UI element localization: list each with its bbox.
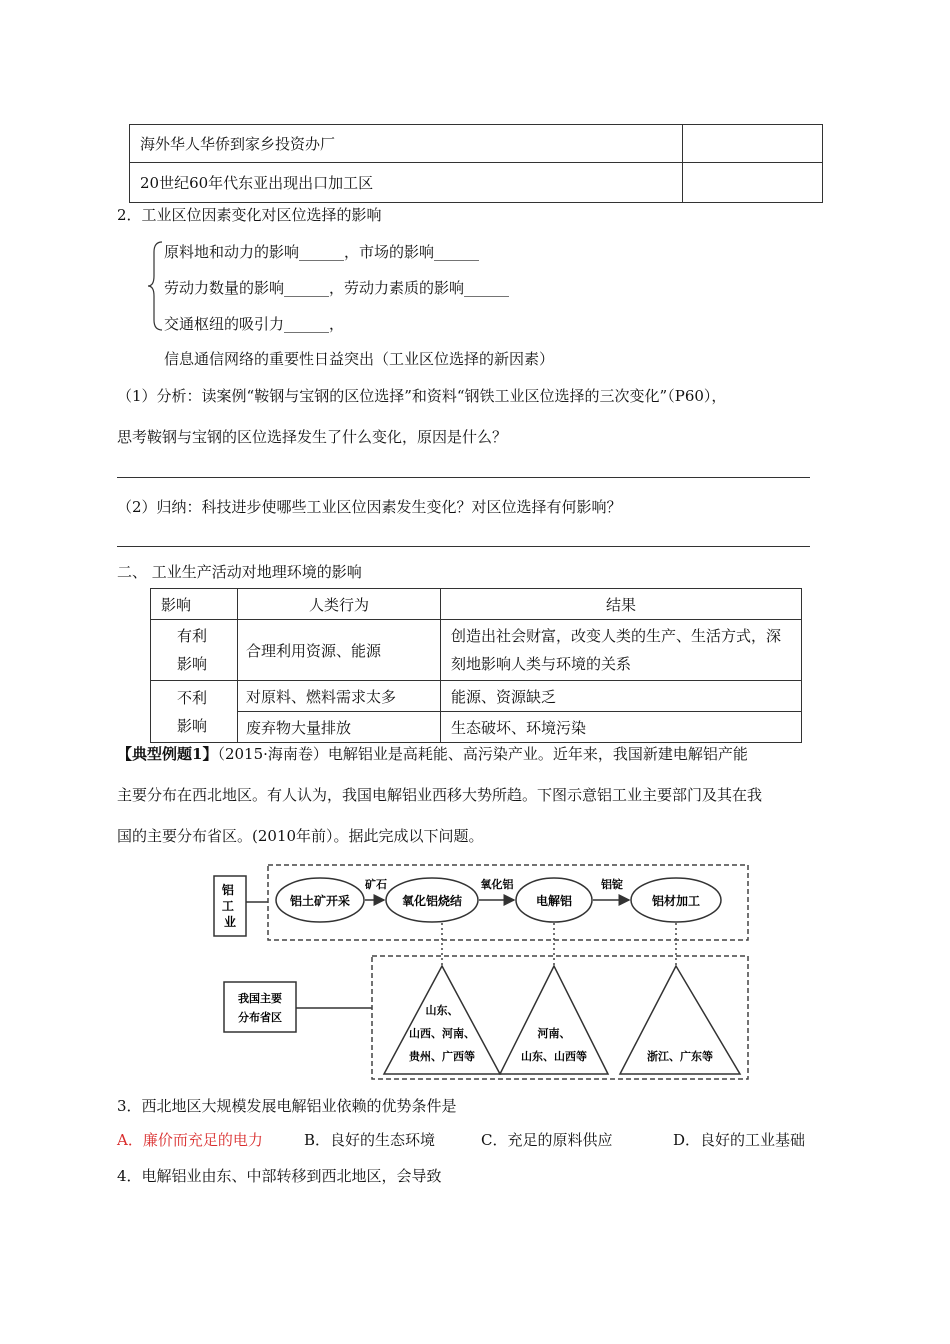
stage-label: 铝土矿开采 <box>289 894 351 908</box>
province-text: 山西、河南、 <box>409 1027 475 1040</box>
result-cell: 能源、资源缺乏 <box>441 681 802 712</box>
answer-line[interactable] <box>117 546 810 547</box>
option-b[interactable]: B．良好的生态环境 <box>304 1131 436 1149</box>
question-4-stem: 4．电解铝业由东、中部转移到西北地区，会导致 <box>117 1167 442 1185</box>
example-line-1: 【典型例题1】（2015·海南卷）电解铝业是高耗能、高污染产业。近年来，我国新建电解铝产能 <box>117 745 748 763</box>
action-cell: 合理利用资源、能源 <box>238 620 441 681</box>
province-text: 山东、 <box>425 1004 459 1017</box>
option-a[interactable]: A．廉价而充足的电力 <box>117 1131 263 1149</box>
province-text: 河南、 <box>537 1027 571 1040</box>
header-cell: 人类行为 <box>238 589 441 620</box>
option-d[interactable]: D．良好的工业基础 <box>673 1131 806 1149</box>
question-1b: 思考鞍钢与宝钢的区位选择发生了什么变化，原因是什么？ <box>117 428 508 446</box>
table-cell: 20世纪60年代东亚出现出口加工区 <box>130 163 683 203</box>
table-row <box>151 681 802 712</box>
provinces-label-2: 分布省区 <box>238 1011 282 1024</box>
stage-label: 电解铝 <box>535 894 573 908</box>
example-tag: 【典型例题1】 <box>117 745 218 763</box>
province-text: 浙江、广东等 <box>647 1050 713 1063</box>
impact-table <box>150 588 802 743</box>
factor-line-2: 劳动力数量的影响______，劳动力素质的影响______ <box>164 279 510 297</box>
section-heading: 二、 工业生产活动对地理环境的影响 <box>117 563 362 581</box>
provinces-label-box <box>224 982 296 1032</box>
table-cell: 海外华人华侨到家乡投资办厂 <box>130 125 683 163</box>
header-cell: 结果 <box>441 589 802 620</box>
province-text: 贵州、广西等 <box>409 1050 475 1063</box>
table-row <box>130 125 823 163</box>
answer-cell[interactable] <box>683 163 823 203</box>
impact-label: 不利影响 <box>151 681 238 743</box>
table-row <box>151 712 802 743</box>
section-heading: 2．工业区位因素变化对区位选择的影响 <box>117 206 382 224</box>
flow-label: 铝锭 <box>601 878 623 891</box>
question-2: （2）归纳：科技进步使哪些工业区位因素发生变化？对区位选择有何影响？ <box>117 498 622 516</box>
top-table <box>129 124 823 203</box>
table-row <box>151 620 802 681</box>
table-header-row <box>151 589 802 620</box>
result-cell: 创造出社会财富，改变人类的生产、生活方式，深刻地影响人类与环境的关系 <box>441 620 802 681</box>
question-1a: （1）分析：读案例“鞍钢与宝钢的区位选择”和资料“钢铁工业区位选择的三次变化”（P60）， <box>117 387 727 405</box>
province-text: 山东、山西等 <box>521 1050 587 1063</box>
stage-label: 铝材加工 <box>651 894 701 908</box>
provinces-label-1: 我国主要 <box>238 992 282 1005</box>
header-cell: 影响 <box>151 589 238 620</box>
aluminum-industry-diagram <box>210 862 755 1092</box>
answer-line[interactable] <box>117 477 810 478</box>
action-cell: 废弃物大量排放 <box>238 712 441 743</box>
table-row <box>130 163 823 203</box>
result-cell: 生态破坏、环境污染 <box>441 712 802 743</box>
option-c[interactable]: C．充足的原料供应 <box>481 1131 613 1149</box>
stage-label: 氧化铝烧结 <box>401 894 463 908</box>
answer-cell[interactable] <box>683 125 823 163</box>
factor-line-4: 信息通信网络的重要性日益突出（工业区位选择的新因素） <box>164 350 555 368</box>
industry-label: 铝 工 业 <box>221 883 237 929</box>
factor-line-1: 原料地和动力的影响______，市场的影响______ <box>164 243 480 261</box>
example-line-2: 主要分布在西北地区。有人认为，我国电解铝业西移大势所趋。下图示意铝工业主要部门及其在我 <box>117 786 763 804</box>
factor-line-3: 交通枢纽的吸引力______， <box>164 315 345 333</box>
flow-label: 氧化铝 <box>480 878 514 891</box>
flow-label: 矿石 <box>365 878 387 891</box>
brace-icon <box>146 240 166 332</box>
action-cell: 对原料、燃料需求太多 <box>238 681 441 712</box>
example-line-3: 国的主要分布省区。(2010年前）。据此完成以下问题。 <box>117 827 484 845</box>
impact-label: 有利影响 <box>151 620 238 681</box>
question-3-stem: 3．西北地区大规模发展电解铝业依赖的优势条件是 <box>117 1097 457 1115</box>
